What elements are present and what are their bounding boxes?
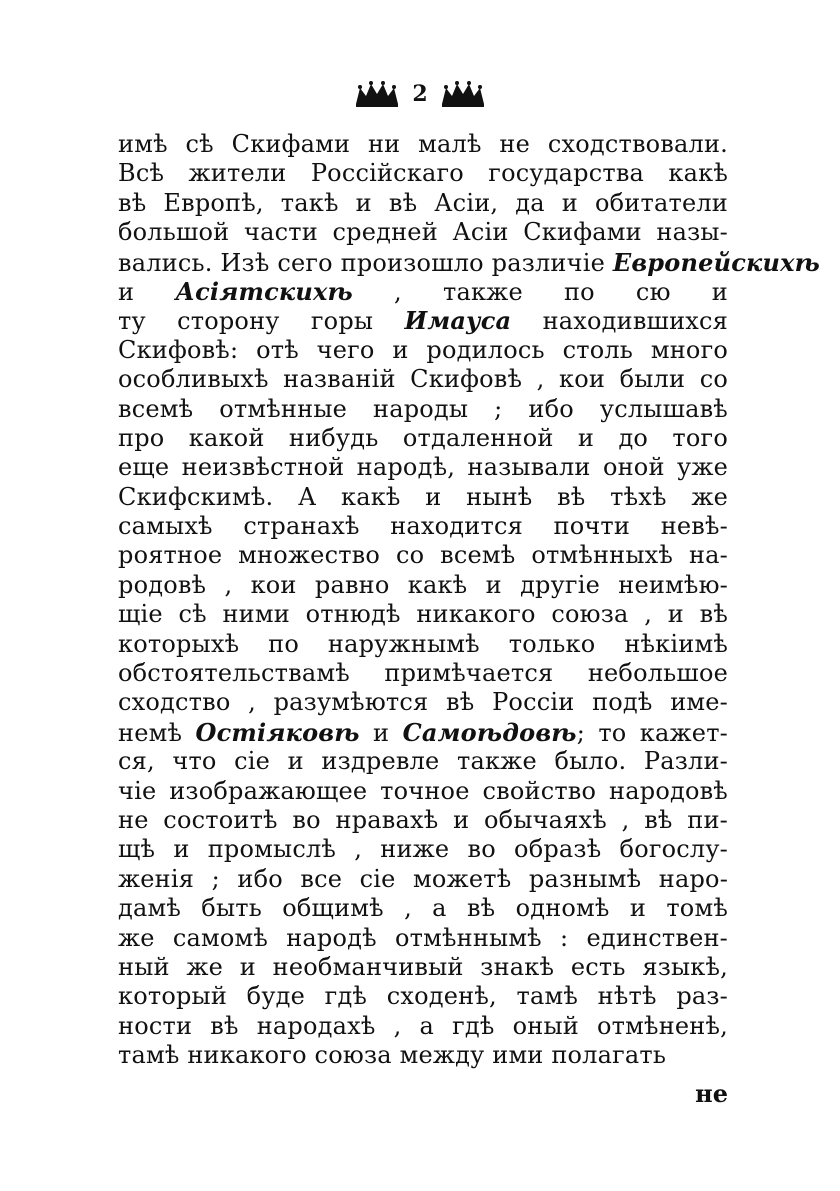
text-line-24: не состоитѣ во нравахѣ и обычаяхѣ , вѣ пи- — [118, 805, 728, 834]
text-line-3: вѣ Европѣ, такѣ и вѣ Асіи, да и обитатели — [118, 188, 728, 217]
text-line-32: тамѣ никакого союза между ими полагать — [118, 1041, 667, 1070]
text-line-26: женія ; ибо все сіе можетѣ разнымѣ наро- — [118, 864, 728, 893]
text-line-6-mid: и — [118, 277, 135, 306]
term-asiatics: Асіятскихѣ — [175, 276, 353, 306]
term-ostyaks: Остіяковѣ — [195, 717, 360, 747]
text-line-14: самыхѣ странахѣ находится почти невѣ- — [118, 512, 728, 541]
text-line-21-end: ; то кажет- — [576, 718, 728, 747]
text-line-17: щіе сѣ ними отнюдѣ никакого союза , и вѣ — [118, 600, 728, 629]
text-line-13: Скифскимѣ. А какѣ и нынѣ вѣ тѣхѣ же — [118, 482, 728, 511]
text-line-27: дамѣ быть общимѣ , а вѣ одномѣ и томѣ — [118, 894, 728, 923]
text-line-21-start: немѣ — [118, 718, 183, 747]
text-line-7-end: находившихся — [542, 307, 728, 336]
term-europeans: Европейскихѣ — [612, 247, 821, 277]
text-line-30: который буде гдѣ сходенѣ, тамѣ нѣтѣ раз- — [118, 982, 728, 1011]
text-line-15: роятное множество со всемѣ отмѣнныхѣ на- — [118, 541, 728, 570]
text-line-7 — [118, 306, 728, 335]
text-line-6-end: , также по сю и — [394, 277, 728, 306]
text-line-22: ся, что сіе и издревле также было. Разли- — [118, 747, 728, 776]
text-line-11: про какой нибудь отдаленной и до того — [118, 423, 728, 452]
text-line-20: сходство , разумѣются вѣ Россіи подѣ име- — [118, 688, 728, 717]
text-line-21-mid: и — [373, 718, 390, 747]
crown-ornament-left-icon — [354, 80, 400, 108]
text-line-8: Скифовѣ: отѣ чего и родилось столь много — [118, 335, 728, 364]
text-line-19: обстоятельствамѣ примѣчается небольшое — [118, 659, 728, 688]
crown-ornament-right-icon — [440, 80, 486, 108]
text-line-6 — [118, 277, 728, 306]
term-imaus: Имауса — [404, 306, 512, 336]
page-number: 2 — [412, 81, 428, 107]
text-line-18: которыхѣ по наружнымѣ только нѣкіимѣ — [118, 629, 728, 658]
body-text — [118, 130, 821, 1071]
text-line-5 — [118, 247, 821, 277]
text-line-23: чіе изображающее точное свойство народовѣ — [118, 776, 728, 805]
text-line-29: ный же и необманчивый знакѣ есть языкѣ, — [118, 952, 728, 981]
catchword: не — [695, 1079, 728, 1108]
text-line-28: же самомѣ народѣ отмѣннымѣ : единствен- — [118, 923, 728, 952]
text-line-9: особливыхѣ названій Скифовѣ , кои были со — [118, 365, 728, 394]
text-line-10: всемѣ отмѣнные народы ; ибо услышавѣ — [118, 394, 728, 423]
text-line-31: ности вѣ народахѣ , а гдѣ оный отмѣненѣ, — [118, 1011, 728, 1040]
page-header — [0, 74, 840, 114]
text-line-2: Всѣ жители Россійскаго государства какѣ — [118, 159, 728, 188]
text-line-16: родовѣ , кои равно какѣ и другіе неимѣю- — [118, 570, 728, 599]
text-line-4: большой части средней Асіи Скифами назы- — [118, 218, 728, 247]
text-line-7-start: ту сторону горы — [118, 307, 374, 336]
text-line-25: щѣ и промыслѣ , ниже во образѣ богослу- — [118, 835, 728, 864]
text-line-21 — [118, 718, 728, 747]
text-line-5-start: вались. Изѣ сего произошло различіе — [118, 248, 605, 277]
term-samoyeds: Самоѣдовѣ — [402, 717, 577, 747]
text-line-12: еще неизвѣстной народѣ, называли оной уже — [118, 453, 728, 482]
text-line-1: имѣ сѣ Скифами ни малѣ не сходствовали. — [118, 130, 728, 158]
